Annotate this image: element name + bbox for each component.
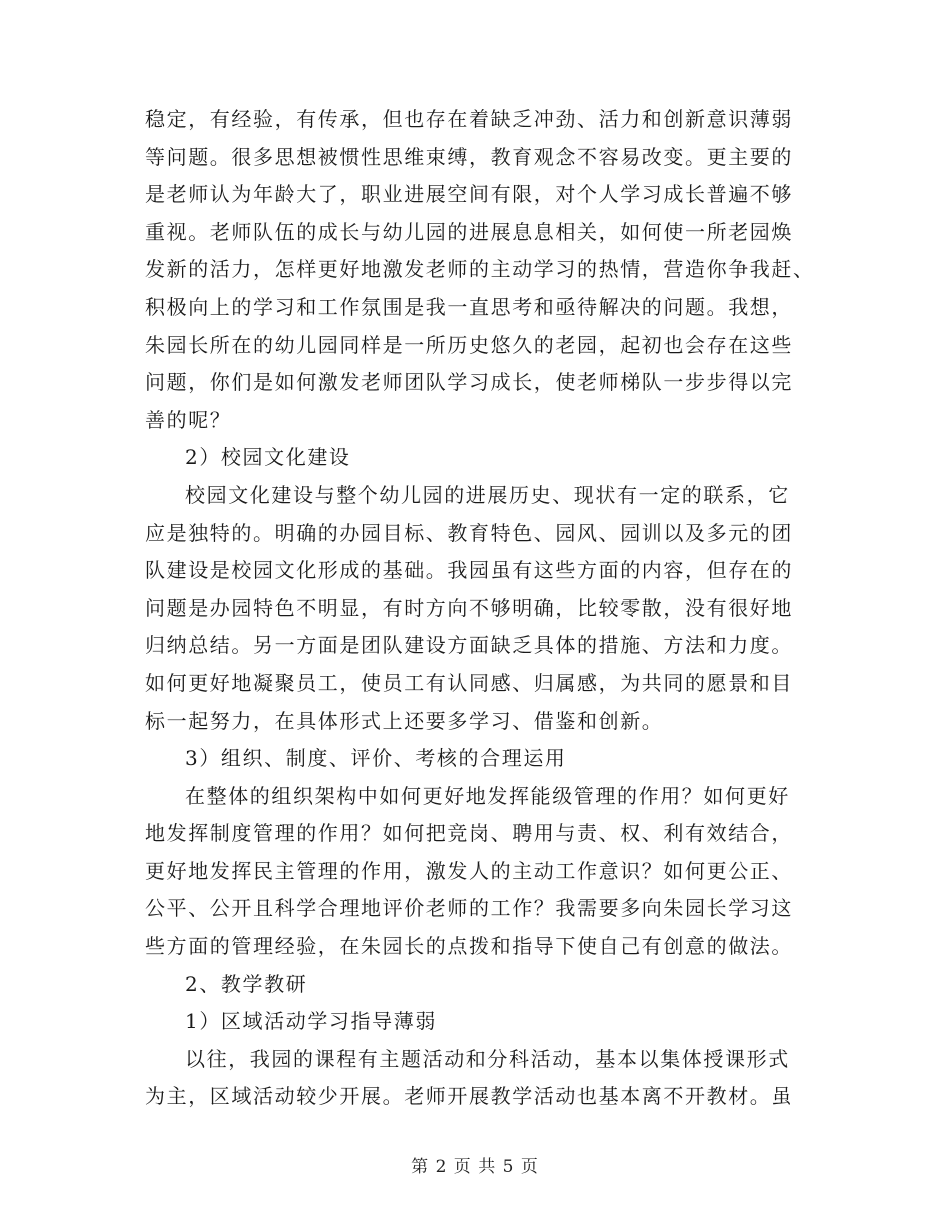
- page-footer: 第 2 页 共 5 页: [411, 1157, 539, 1177]
- text-line: 发新的活力，怎样更好地激发老师的主动学习的热情，营造你争我赶、: [145, 257, 815, 282]
- text-line: 积极向上的学习和工作氛围是我一直思考和亟待解决的问题。我想，: [145, 294, 793, 319]
- text-line: 问题是办园特色不明显，有时方向不够明确，比较零散，没有很好地: [145, 595, 793, 620]
- text-line: 以往，我园的课程有主题活动和分科活动，基本以集体授课形式: [185, 1046, 790, 1071]
- text-line: 1）区域活动学习指导薄弱: [185, 1009, 437, 1034]
- text-line: 稳定，有经验，有传承，但也存在着缺乏冲劲、活力和创新意识薄弱: [145, 107, 793, 131]
- document-body: [145, 101, 815, 1116]
- text-line: 标一起努力，在具体形式上还要多学习、借鉴和创新。: [145, 708, 664, 733]
- text-line: 等问题。很多思想被惯性思维束缚，教育观念不容易改变。更主要的: [145, 144, 793, 169]
- text-line: 2）校园文化建设: [185, 445, 351, 470]
- text-line: 归纳总结。另一方面是团队建设方面缺乏具体的措施、方法和力度。: [145, 633, 793, 658]
- text-line: 3）组织、制度、评价、考核的合理运用: [185, 746, 567, 771]
- text-line: 在整体的组织架构中如何更好地发挥能级管理的作用？如何更好: [185, 783, 790, 808]
- text-line: 2、教学教研: [185, 971, 308, 996]
- text-line: 如何更好地凝聚员工，使员工有认同感、归属感，为共同的愿景和目: [145, 670, 793, 695]
- text-line: 是老师认为年龄大了，职业进展空间有限，对个人学习成长普遍不够: [145, 182, 793, 207]
- text-line: 队建设是校园文化形成的基础。我园虽有这些方面的内容，但存在的: [145, 558, 793, 583]
- text-line: 朱园长所在的幼儿园同样是一所历史悠久的老园，起初也会存在这些: [145, 332, 793, 357]
- text-line: 校园文化建设与整个幼儿园的进展历史、现状有一定的联系，它: [185, 482, 790, 507]
- text-line: 更好地发挥民主管理的作用，激发人的主动工作意识？如何更公正、: [145, 858, 793, 883]
- text-line: 善的呢？: [145, 407, 232, 432]
- text-line: 重视。老师队伍的成长与幼儿园的进展息息相关，如何使一所老园焕: [145, 219, 793, 244]
- text-line: 应是独特的。明确的办园目标、教育特色、园风、园训以及多元的团: [145, 520, 793, 545]
- text-line: 公平、公开且科学合理地评价老师的工作？我需要多向朱园长学习这: [145, 896, 793, 921]
- text-line: 地发挥制度管理的作用？如何把竞岗、聘用与责、权、利有效结合，: [145, 821, 793, 846]
- text-line: 问题，你们是如何激发老师团队学习成长，使老师梯队一步步得以完: [145, 370, 793, 395]
- text-line: 为主，区域活动较少开展。老师开展教学活动也基本离不开教材。虽: [145, 1084, 793, 1109]
- text-line: 些方面的管理经验，在朱园长的点拨和指导下使自己有创意的做法。: [145, 934, 793, 959]
